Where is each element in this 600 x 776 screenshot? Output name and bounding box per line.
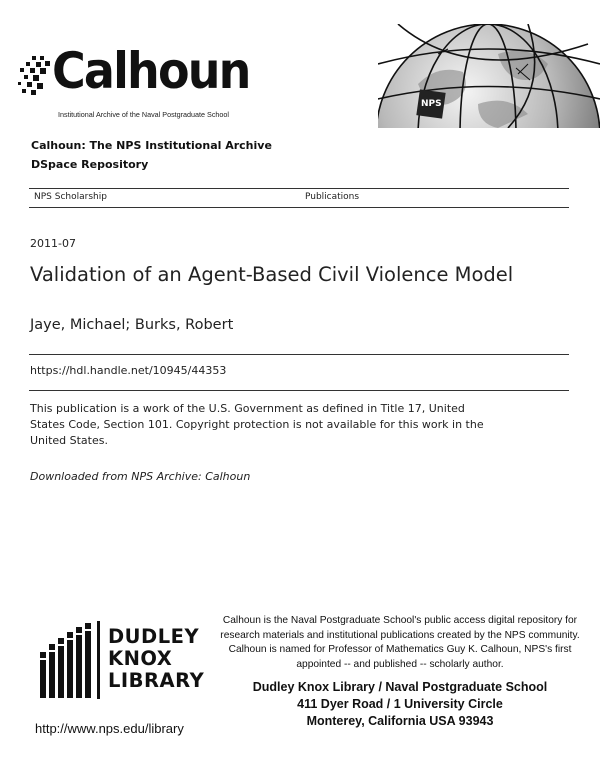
publication-authors: Jaye, Michael; Burks, Robert — [30, 317, 234, 333]
breadcrumb-nps-scholarship[interactable]: NPS Scholarship — [34, 192, 107, 202]
blurb-line: Calhoun is named for Professor of Mathematics Guy K. Calhoun, NPS's first — [228, 644, 572, 655]
library-word-library: LIBRARY — [108, 669, 205, 692]
address-line: Monterey, California USA 93943 — [306, 714, 494, 728]
breadcrumb — [29, 188, 569, 208]
download-note: Downloaded from NPS Archive: Calhoun — [30, 470, 251, 483]
globe-graphic — [378, 24, 600, 128]
repository-name: DSpace Repository — [31, 158, 149, 171]
blurb-line: appointed -- and published -- scholarly author. — [296, 658, 504, 670]
library-columns-icon — [38, 622, 98, 700]
address-line: Dudley Knox Library / Naval Postgraduate School — [252, 680, 548, 694]
library-address — [204, 679, 596, 730]
publication-date: 2011-07 — [30, 237, 76, 250]
divider — [29, 354, 569, 355]
logo-wordmark: Calhoun — [52, 42, 250, 100]
nps-badge: NPS — [421, 99, 442, 109]
breadcrumb-publications[interactable]: Publications — [305, 192, 360, 202]
address-line: 411 Dyer Road / 1 University Circle — [297, 697, 503, 711]
library-wordmark — [108, 626, 204, 692]
library-logo-divider — [97, 621, 100, 699]
library-word-knox: KNOX — [108, 647, 173, 670]
calhoun-description — [204, 614, 596, 672]
blurb-line: Calhoun is the Naval Postgraduate School's public access digital repository for — [222, 615, 578, 626]
library-url-link[interactable]: http://www.nps.edu/library — [35, 721, 184, 736]
calhoun-logo — [18, 42, 250, 124]
rights-statement: This publication is a work of the U.S. Government as defined in Title 17, United States Code, Section 101. Copyright protection is not available for this work in the United States. — [30, 402, 484, 447]
library-word-dudley: DUDLEY — [108, 625, 200, 648]
publication-title: Validation of an Agent-Based Civil Violence Model — [30, 263, 514, 286]
blurb-line: research materials and institutional publications created by the NPS community. — [220, 629, 580, 641]
archive-name: Calhoun: The NPS Institutional Archive — [31, 139, 272, 152]
handle-link[interactable]: https://hdl.handle.net/10945/44353 — [30, 364, 227, 377]
divider — [29, 390, 569, 391]
logo-subtitle: Institutional Archive of the Naval Postgraduate School — [58, 110, 230, 119]
